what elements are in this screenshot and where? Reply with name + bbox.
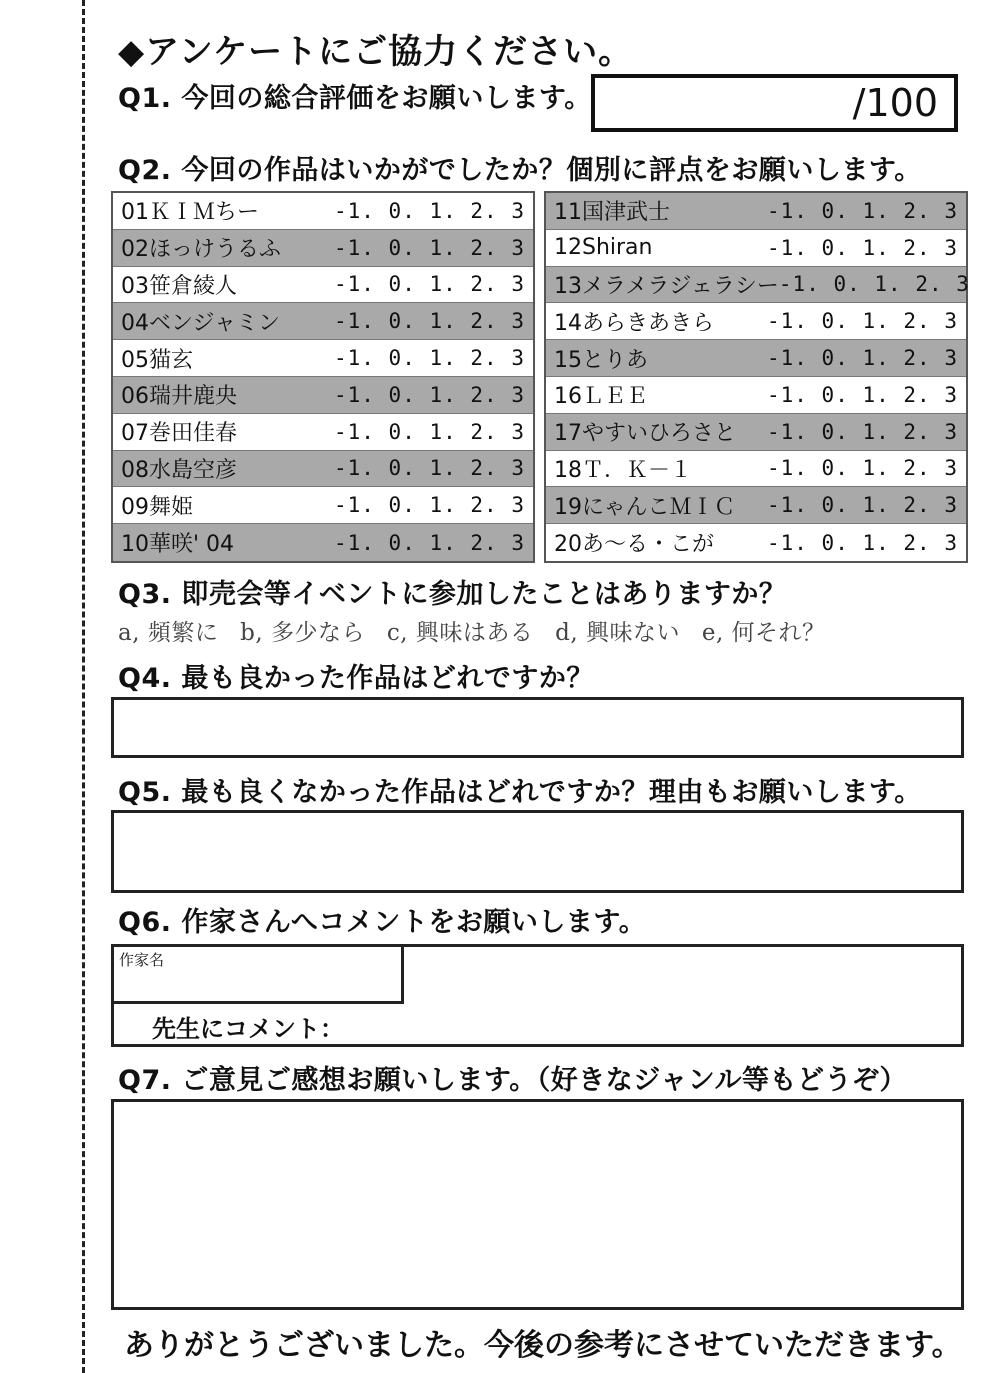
work-name: 09舞姫 <box>121 494 193 520</box>
option-b[interactable]: b, 多少なら <box>240 620 366 646</box>
rating-scale[interactable]: -1. 0. 1. 2. 3 <box>333 309 525 334</box>
work-name: 11国津武士 <box>554 200 670 226</box>
rating-row <box>113 414 533 451</box>
worst-work-field[interactable] <box>111 810 964 893</box>
work-name: 06瑞井鹿央 <box>121 384 237 410</box>
thanks-message: ありがとうございました。今後の参考にさせていただきます。 <box>124 1328 962 1363</box>
work-name: 05猫玄 <box>121 347 193 373</box>
q1-label: Q1. 今回の総合評価をお願いします。 <box>118 83 592 114</box>
q7-label: Q7. ご意見ご感想お願いします。（好きなジャンル等もどうぞ） <box>118 1065 908 1096</box>
rating-row <box>113 303 533 340</box>
feedback-field[interactable] <box>111 1099 964 1310</box>
option-d[interactable]: d, 興味ない <box>555 620 681 646</box>
rating-row <box>546 193 966 230</box>
rating-row <box>113 377 533 414</box>
rating-scale[interactable]: -1. 0. 1. 2. 3 <box>766 346 958 371</box>
rating-scale[interactable]: -1. 0. 1. 2. 3 <box>333 272 525 297</box>
rating-scale[interactable]: -1. 0. 1. 2. 3 <box>333 382 525 407</box>
rating-row <box>113 487 533 524</box>
rating-scale[interactable]: -1. 0. 1. 2. 3 <box>333 346 525 371</box>
rating-row <box>546 414 966 451</box>
q3-label: Q3. 即売会等イベントに参加したことはありますか？ <box>118 579 787 610</box>
option-c[interactable]: c, 興味はある <box>386 620 534 646</box>
rating-row <box>546 340 966 377</box>
rating-scale[interactable]: -1. 0. 1. 2. 3 <box>766 309 958 334</box>
best-work-field[interactable] <box>111 697 964 758</box>
rating-scale[interactable]: -1. 0. 1. 2. 3 <box>333 198 525 223</box>
rating-row <box>546 230 966 267</box>
work-name: 07巻田佳春 <box>121 421 237 447</box>
rating-scale[interactable]: -1. 0. 1. 2. 3 <box>333 419 525 444</box>
rating-row <box>546 487 966 524</box>
rating-scale[interactable]: -1. 0. 1. 2. 3 <box>766 530 958 555</box>
work-name: 10華咲' 04 <box>121 532 235 558</box>
author-name-label: 作家名 <box>119 951 165 969</box>
rating-scale[interactable]: -1. 0. 1. 2. 3 <box>333 493 525 518</box>
cut-line <box>82 0 85 1373</box>
rating-row <box>113 267 533 304</box>
work-name: 18Ｔ．Ｋ－１ <box>554 457 692 483</box>
rating-row <box>546 303 966 340</box>
rating-row <box>546 451 966 488</box>
option-a[interactable]: a, 頻繁に <box>118 620 219 646</box>
rating-scale[interactable]: -1. 0. 1. 2. 3 <box>766 419 958 444</box>
rating-scale[interactable]: -1. 0. 1. 2. 3 <box>778 272 970 297</box>
work-name: 02ほっけうるふ <box>121 237 281 263</box>
work-name: 12Shiran <box>554 235 653 261</box>
comment-label: 先生にコメント： <box>152 1015 344 1043</box>
rating-scale[interactable]: -1. 0. 1. 2. 3 <box>333 530 525 555</box>
rating-row <box>546 267 970 304</box>
work-name: 15とりあ <box>554 347 648 373</box>
work-name: 20あ～る・こが <box>554 532 714 558</box>
survey-title: ◆アンケートにご協力ください。 <box>118 32 634 72</box>
work-name: 08水島空彦 <box>121 457 237 483</box>
q5-label: Q5. 最も良くなかった作品はどれですか？理由もお願いします。 <box>118 777 922 808</box>
rating-row <box>113 451 533 488</box>
rating-row <box>113 340 533 377</box>
rating-scale[interactable]: -1. 0. 1. 2. 3 <box>766 198 958 223</box>
work-name: 04ベンジャミン <box>121 310 281 336</box>
author-name-field[interactable] <box>111 944 404 1004</box>
work-name: 03笹倉綾人 <box>121 273 237 299</box>
overall-score-field[interactable] <box>591 74 958 132</box>
rating-scale[interactable]: -1. 0. 1. 2. 3 <box>333 456 525 481</box>
work-name: 14あらきあきら <box>554 310 714 336</box>
q2-label: Q2. 今回の作品はいかがでしたか？個別に評点をお願いします。 <box>118 155 922 186</box>
rating-scale[interactable]: -1. 0. 1. 2. 3 <box>333 235 525 260</box>
work-name: 13メラメラジェラシー <box>554 273 779 299</box>
rating-row <box>113 193 533 230</box>
q3-options <box>118 614 840 647</box>
rating-row <box>546 377 966 414</box>
rating-grid-right <box>544 191 968 563</box>
rating-scale[interactable]: -1. 0. 1. 2. 3 <box>766 235 958 260</box>
score-suffix: /100 <box>852 81 938 125</box>
work-name: 19にゃんこＭＩＣ <box>554 494 736 520</box>
rating-grid-left <box>111 191 535 563</box>
rating-scale[interactable]: -1. 0. 1. 2. 3 <box>766 493 958 518</box>
rating-row <box>113 524 533 561</box>
q4-label: Q4. 最も良かった作品はどれですか？ <box>118 663 594 694</box>
option-e[interactable]: e, 何それ？ <box>701 620 826 646</box>
work-name: 01ＫＩＭちー <box>121 200 259 226</box>
q6-label: Q6. 作家さんへコメントをお願いします。 <box>118 907 647 938</box>
rating-row <box>546 524 966 561</box>
work-name: 16ＬＥＥ <box>554 384 648 410</box>
rating-scale[interactable]: -1. 0. 1. 2. 3 <box>766 456 958 481</box>
rating-scale[interactable]: -1. 0. 1. 2. 3 <box>766 382 958 407</box>
work-name: 17やすいひろさと <box>554 421 736 447</box>
rating-row <box>113 230 533 267</box>
